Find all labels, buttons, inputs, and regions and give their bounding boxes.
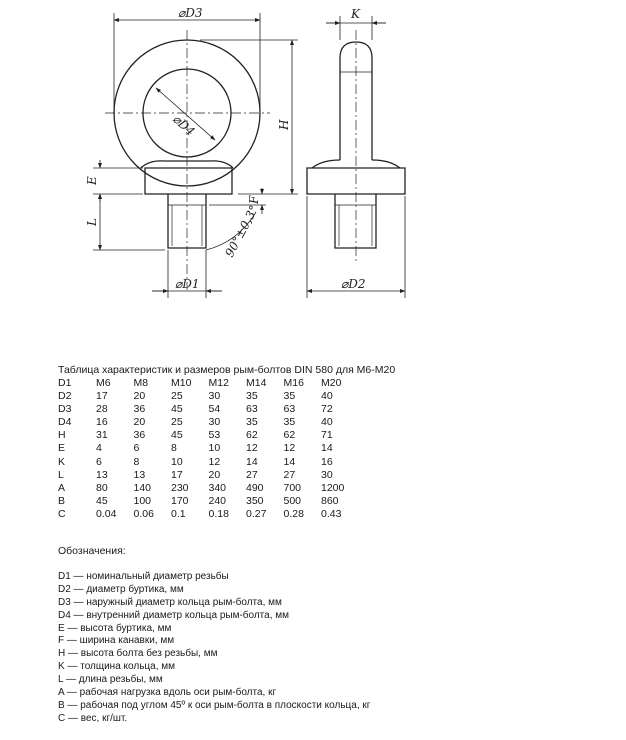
table-cell: 8 [171, 442, 177, 455]
legend-title: Обозначения: [58, 545, 126, 557]
legend-item: D4 — внутренний диаметр кольца рым-болта, мм [58, 609, 290, 621]
shank-side [335, 194, 376, 248]
table-cell: 30 [321, 468, 333, 481]
table-row [58, 429, 359, 442]
table-cell: 20 [133, 390, 146, 403]
table-cell: 0.06 [133, 507, 154, 520]
l-label: L [85, 218, 99, 226]
table-cell: 40 [321, 390, 333, 403]
table-row [58, 482, 359, 495]
table-cell: M10 [171, 377, 192, 389]
table-row [58, 442, 359, 455]
table-cell: 17 [96, 390, 108, 403]
row-header-cell: E [58, 442, 66, 455]
table-cell: M16 [283, 377, 304, 389]
k-label: K [351, 7, 360, 21]
eye-bolt-drawing [0, 0, 626, 340]
table-cell: 1200 [321, 481, 345, 494]
table-cell: 240 [208, 494, 227, 507]
row-header-cell: K [58, 455, 66, 468]
table-cell: 16 [96, 416, 108, 429]
table-cell: 35 [283, 390, 296, 403]
table-row [58, 390, 359, 403]
legend-list [58, 571, 370, 726]
table-cell: 0.04 [96, 507, 117, 520]
e-label: E [85, 176, 99, 185]
legend-item: D1 — номинальный диаметр резьбы [58, 571, 229, 582]
table-cell: 27 [246, 468, 258, 481]
table-cell: 20 [208, 468, 221, 481]
legend-item: D3 — наружный диаметр кольца рым-болта, мм [58, 596, 282, 608]
table-cell: 45 [171, 403, 183, 416]
table-cell: M6 [96, 377, 111, 389]
row-header-cell: D3 [58, 403, 72, 416]
table-cell: 28 [96, 403, 108, 416]
table-cell: 54 [208, 403, 221, 416]
row-header-cell: D2 [58, 390, 72, 403]
table-cell: 62 [246, 429, 258, 442]
table-cell: 14 [283, 455, 296, 468]
collar [145, 168, 232, 194]
table-cell: 0.1 [171, 507, 186, 520]
row-header-cell: H [58, 429, 66, 442]
table-cell: 13 [96, 468, 108, 481]
legend-item: F — ширина канавки, мм [58, 635, 175, 647]
f-label: F [247, 195, 261, 204]
table-cell: 12 [283, 442, 296, 455]
table-cell: 25 [171, 416, 183, 429]
legend-item: A — рабочая нагрузка вдоль оси рым-болта, кг [58, 687, 277, 699]
row-header-cell: D1 [58, 377, 72, 389]
table-cell: 140 [133, 481, 152, 494]
table-cell: 14 [321, 442, 333, 455]
table-cell: 71 [321, 429, 333, 442]
table-cell: 31 [96, 429, 108, 442]
table-row [58, 456, 359, 469]
table-cell: 72 [321, 403, 333, 416]
table-cell: 14 [246, 455, 258, 468]
table-row [58, 495, 359, 508]
table-cell: 170 [171, 494, 189, 507]
table-cell: 6 [96, 455, 102, 468]
table-cell: 6 [133, 442, 140, 455]
table-title: Таблица характеристик и размеров рым-болтов DIN 580 для М6-М20 [58, 364, 396, 376]
legend-item: D2 — диаметр буртика, мм [58, 583, 184, 595]
front-dimensions [93, 13, 298, 298]
table-cell: 0.27 [246, 507, 267, 520]
legend-item: B — рабочая под углом 45º к оси рым-болта в плоскости кольца, кг [58, 699, 371, 711]
legend-item: L — длина резьбы, мм [58, 674, 163, 686]
d1-label: ⌀D1 [175, 277, 200, 291]
table-cell: 8 [133, 455, 140, 468]
table-cell: 12 [208, 455, 221, 468]
table-cell: 340 [208, 481, 227, 494]
table-cell: M20 [321, 377, 342, 389]
table-cell: 35 [246, 416, 258, 429]
table-cell: 35 [246, 390, 258, 403]
table-cell: 12 [246, 442, 258, 455]
table-cell: M14 [246, 377, 267, 389]
table-cell: 35 [283, 416, 296, 429]
table-cell: 230 [171, 481, 189, 494]
table-cell: 16 [321, 455, 333, 468]
table-cell: 45 [171, 429, 183, 442]
table-cell: 0.18 [208, 507, 229, 520]
table-cell: 4 [96, 442, 102, 455]
table-cell: 36 [133, 429, 146, 442]
table-cell: 0.43 [321, 507, 342, 520]
d2-label: ⌀D2 [341, 277, 366, 291]
d3-label: ⌀D3 [178, 6, 203, 20]
table-cell: 30 [208, 390, 221, 403]
table-cell: 100 [133, 494, 152, 507]
table-cell: 80 [96, 481, 108, 494]
legend-item: E — высота буртика, мм [58, 622, 172, 634]
table-cell: 63 [246, 403, 258, 416]
table-cell: 40 [321, 416, 333, 429]
table-row [58, 403, 359, 416]
table-cell: 350 [246, 494, 264, 507]
spec-table-body [58, 377, 359, 521]
spec-table [58, 377, 359, 521]
front-view [105, 30, 270, 290]
side-view [307, 30, 405, 262]
row-header-cell: B [58, 494, 66, 507]
table-cell: 860 [321, 494, 339, 507]
table-cell: 53 [208, 429, 221, 442]
d4-label: ⌀D4 [169, 111, 198, 139]
legend-item: H — высота болта без резьбы, мм [58, 648, 218, 660]
table-row [58, 508, 359, 521]
table-cell: 700 [283, 481, 302, 494]
row-header-cell: C [58, 507, 66, 520]
table-cell: 30 [208, 416, 221, 429]
table-row [58, 377, 359, 390]
row-header-cell: D4 [58, 416, 72, 429]
table-cell: 10 [171, 455, 183, 468]
threaded-shank [168, 194, 206, 248]
row-header-cell: L [58, 468, 64, 481]
table-cell: M8 [133, 377, 149, 389]
table-cell: 490 [246, 481, 264, 494]
table-cell: M12 [208, 377, 229, 389]
technical-drawing [0, 0, 626, 340]
table-cell: 17 [171, 468, 183, 481]
table-cell: 62 [283, 429, 296, 442]
table-cell: 63 [283, 403, 296, 416]
h-label: H [277, 119, 291, 130]
table-cell: 0.28 [283, 507, 304, 520]
row-header-cell: A [58, 481, 66, 494]
legend-item: C — вес, кг/шт. [58, 712, 128, 724]
legend-item: K — толщина кольца, мм [58, 661, 176, 673]
table-cell: 500 [283, 494, 302, 507]
table-cell: 27 [283, 468, 296, 481]
table-cell: 10 [208, 442, 221, 455]
table-cell: 13 [133, 468, 146, 481]
table-row [58, 416, 359, 429]
table-row [58, 469, 359, 482]
table-cell: 45 [96, 494, 108, 507]
table-cell: 20 [133, 416, 146, 429]
table-cell: 36 [133, 403, 146, 416]
table-cell: 25 [171, 390, 183, 403]
angle-label: 90°±0,3° [222, 203, 262, 260]
